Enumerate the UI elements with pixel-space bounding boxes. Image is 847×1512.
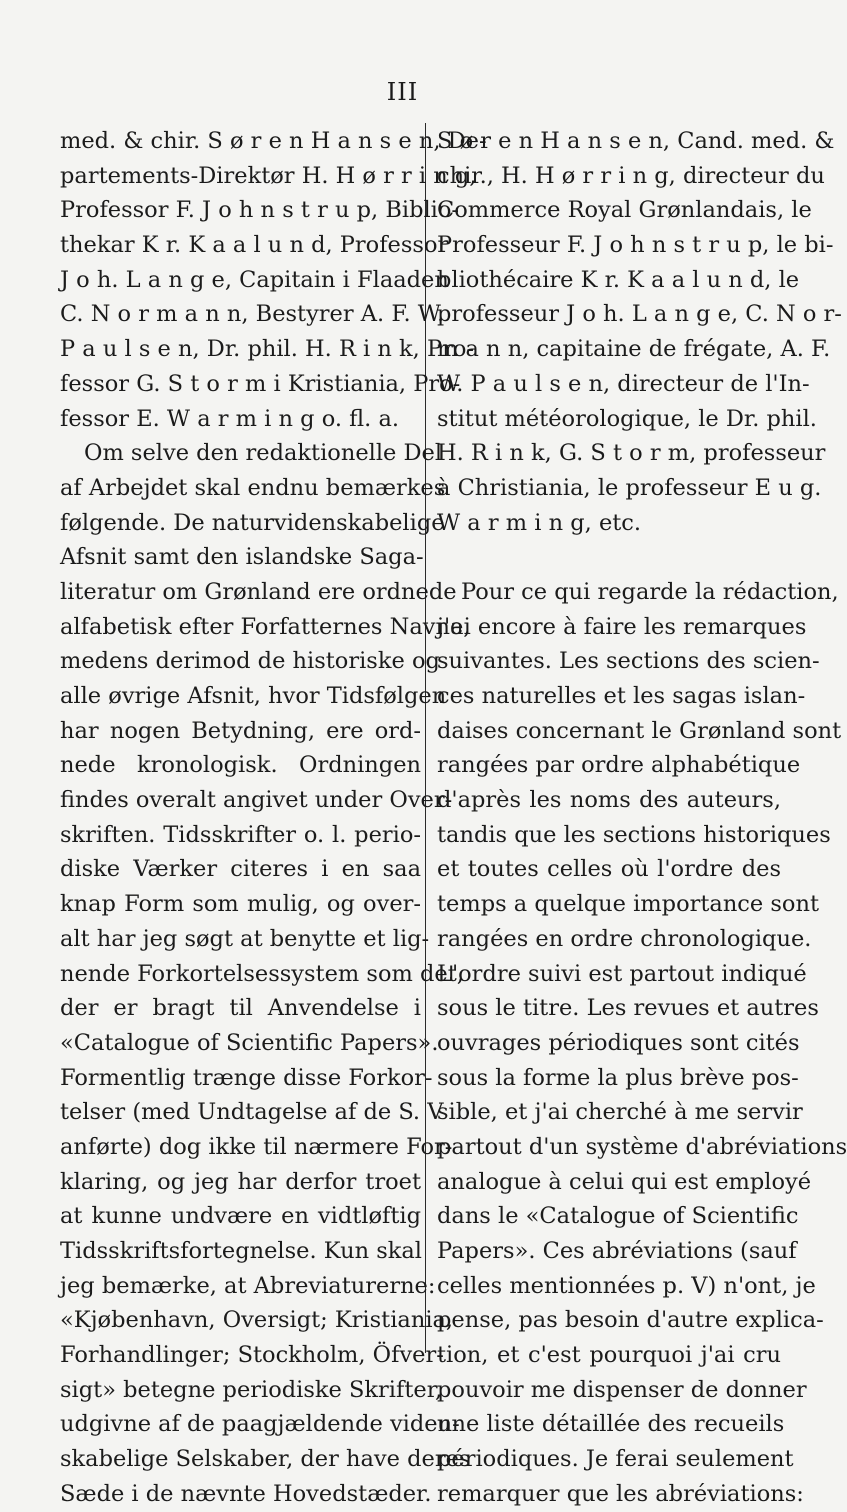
text-line: sible, et j'ai cherché à me servir (437, 1099, 803, 1126)
text-line: temps a quelque importance sont (437, 891, 820, 918)
text-line: suivantes. Les sections des scien- (437, 648, 820, 675)
text-line: thekar K r. K a a l u n d, Professor (60, 232, 449, 259)
text-line: partements-Direktør H. H ø r r i n g, (60, 162, 477, 189)
text-line: nede kronologisk. Ordningen (60, 752, 421, 779)
text-line: H. R i n k, G. S t o r m, professeur (437, 440, 826, 467)
text-line: j'ai encore à faire les remarques (437, 613, 807, 640)
text-line: Afsnit samt den islandske Saga- (60, 544, 424, 571)
text-line: Professeur F. J o h n s t r u p, le bi- (437, 232, 834, 259)
text-line: ouvrages périodiques sont cités (437, 1029, 800, 1056)
right-column-french-text (437, 124, 847, 1512)
text-line: alle øvrige Afsnit, hvor Tidsfølgen (60, 683, 447, 709)
text-line: L'ordre suivi est partout indiqué (437, 960, 807, 987)
text-line: har nogen Betydning, ere ord- (60, 717, 421, 744)
text-line: Forhandlinger; Stockholm, Öfver- (60, 1342, 444, 1369)
text-line: sous le titre. Les revues et autres (437, 995, 819, 1022)
text-line: bliothécaire K r. K a a l u n d, le (437, 266, 800, 293)
text-line: «Kjøbenhavn, Oversigt; Kristiania, (60, 1307, 454, 1334)
text-line: professeur J o h. L a n g e, C. N o r- (437, 301, 842, 328)
text-line: sous la forme la plus brève pos- (437, 1064, 799, 1091)
text-line: Tidsskriftsfortegnelse. Kun skal (60, 1238, 422, 1264)
text-line: skabelige Selskaber, der have deres (60, 1446, 471, 1473)
text-line: dans le «Catalogue of Scientific (437, 1203, 799, 1230)
text-line: knap Form som mulig, og over- (60, 891, 421, 918)
text-line: et toutes celles où l'ordre des (437, 856, 781, 883)
text-line: remarquer que les abréviations: (437, 1480, 804, 1507)
text-line: skriften. Tidsskrifter o. l. perio- (60, 821, 421, 848)
text-line: daises concernant le Grønland sont (437, 717, 842, 744)
text-line: ces naturelles et les sagas islan- (437, 683, 806, 709)
text-line: tion, et c'est pourquoi j'ai cru (437, 1342, 781, 1369)
text-line: celles mentionnées p. V) n'ont, je (437, 1272, 816, 1299)
text-line: S ø r e n H a n s e n, Cand. med. & (437, 128, 835, 154)
text-line: analogue à celui qui est employé (437, 1168, 812, 1195)
text-line: medens derimod de historiske og (60, 648, 440, 675)
text-line: une liste détaillée des recueils (437, 1411, 785, 1438)
text-line: tandis que les sections historiques (437, 821, 831, 848)
text-line: stitut météorologique, le Dr. phil. (437, 405, 817, 432)
text-line: at kunne undvære en vidtløftig (60, 1203, 421, 1230)
text-line: udgivne af de paagjældende viden- (60, 1411, 460, 1438)
text-line: W a r m i n g, etc. (437, 509, 642, 536)
left-column-danish-text (60, 124, 487, 1512)
text-line: partout d'un système d'abréviations (437, 1133, 847, 1160)
text-line: af Arbejdet skal endnu bemærkes (60, 474, 446, 501)
text-line: der er bragt til Anvendelse i (60, 995, 421, 1022)
text-line: Professor F. J o h n s t r u p, Biblio- (60, 197, 460, 224)
text-line: périodiques. Je ferai seulement (437, 1446, 794, 1473)
text-line: sigt» betegne periodiske Skrifter, (60, 1376, 443, 1403)
text-line: fessor G. S t o r m i Kristiania, Pro- (60, 370, 461, 397)
text-line: findes overalt angivet under Over- (60, 787, 453, 814)
text-line: literatur om Grønland ere ordnede (60, 578, 457, 605)
text-line: jeg bemærke, at Abreviaturerne: (60, 1272, 436, 1299)
text-line: diske Værker citeres i en saa (60, 856, 421, 883)
text-line: Om selve den redaktionelle Del (84, 440, 443, 467)
text-line: J o h. L a n g e, Capitain i Flaaden (60, 266, 449, 293)
page-number: III (386, 78, 419, 106)
text-line: m a n n, capitaine de frégate, A. F. (437, 336, 831, 363)
text-line: P a u l s e n, Dr. phil. H. R i n k, Pro- (60, 336, 475, 363)
text-line: rangées par ordre alphabétique (437, 752, 801, 779)
text-line: pouvoir me dispenser de donner (437, 1376, 807, 1403)
text-line: Pour ce qui regarde la rédaction, (461, 578, 839, 605)
paragraph-gap (437, 540, 781, 575)
text-line: alfabetisk efter Forfatternes Navne, (60, 613, 471, 640)
text-line: à Christiania, le professeur E u g. (437, 474, 822, 501)
text-line: Papers». Ces abréviations (sauf (437, 1238, 797, 1264)
text-line: rangées en ordre chronologique. (437, 925, 812, 952)
text-line: d'après les noms des auteurs, (437, 787, 781, 814)
text-line: «Catalogue of Scientific Papers». (60, 1029, 439, 1056)
text-line: Formentlig trænge disse Forkor- (60, 1064, 433, 1091)
text-line: fessor E. W a r m i n g o. fl. a. (60, 405, 400, 432)
text-line: alt har jeg søgt at benytte et lig- (60, 925, 430, 952)
text-line: telser (med Undtagelse af de S. V (60, 1099, 444, 1126)
text-line: C. N o r m a n n, Bestyrer A. F. W. (60, 301, 445, 328)
text-line: Sæde i de nævnte Hovedstæder. (60, 1480, 432, 1507)
text-line: pense, pas besoin d'autre explica- (437, 1307, 824, 1334)
text-line: følgende. De naturvidenskabelige (60, 509, 445, 536)
text-line: W. P a u l s e n, directeur de l'In- (437, 370, 810, 397)
text-line: med. & chir. S ø r e n H a n s e n, De- (60, 128, 487, 154)
text-line: nende Forkortelsessystem som det, (60, 960, 464, 987)
text-line: anførte) dog ikke til nærmere For- (60, 1133, 453, 1160)
text-line: klaring, og jeg har derfor troet (60, 1168, 421, 1195)
text-line: chir., H. H ø r r i n g, directeur du (437, 162, 825, 189)
text-line: Commerce Royal Grønlandais, le (437, 197, 812, 224)
